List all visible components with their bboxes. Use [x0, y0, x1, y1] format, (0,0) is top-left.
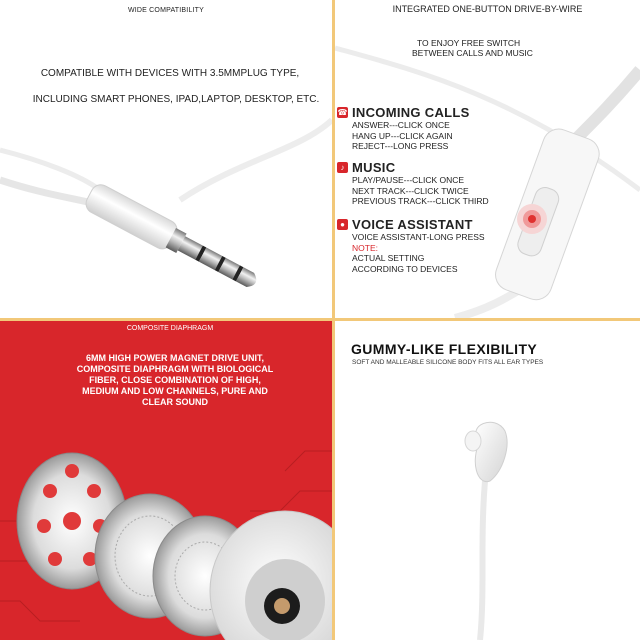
feature-line: HANG UP---CLICK AGAIN	[352, 130, 453, 141]
feature-line: PREVIOUS TRACK---CLICK THIRD	[352, 196, 489, 206]
compatibility-title: WIDE COMPATIBILITY	[127, 7, 205, 14]
flexibility-subtitle: SOFT AND MALLEABLE SILICONE BODY FITS ALL EAR TYPES	[352, 359, 544, 366]
note-line: ACTUAL SETTING	[352, 253, 425, 263]
feature-line: ANSWER---CLICK ONCE	[352, 120, 450, 130]
feature-music	[337, 160, 489, 207]
description-line: FIBER, CLOSE COMBINATION OF HIGH,	[89, 375, 261, 385]
audio-jack-image	[0, 0, 332, 318]
compatibility-line-1: COMPATIBLE WITH DEVICES WITH 3.5MMPLUG TYPE,	[40, 68, 300, 79]
flexibility-panel	[335, 321, 640, 640]
feature-incoming-calls	[337, 105, 470, 152]
driver-unit-exploded-image	[0, 321, 332, 640]
description-line: MEDIUM AND LOW CHANNELS, PURE AND	[82, 386, 268, 396]
feature-line: NEXT TRACK---CLICK TWICE	[352, 185, 469, 196]
note-line: ACCORDING TO DEVICES	[352, 263, 458, 274]
compatibility-line-2: INCLUDING SMART PHONES, IPAD,LAPTOP, DESKTOP, ETC.	[32, 94, 320, 105]
description-line: CLEAR SOUND	[141, 397, 208, 407]
feature-heading: VOICE ASSISTANT	[352, 217, 473, 232]
feature-line: PLAY/PAUSE---CLICK ONCE	[352, 175, 465, 185]
controls-title: INTEGRATED ONE-BUTTON DRIVE-BY-WIRE	[392, 4, 583, 14]
flexibility-title: GUMMY-LIKE FLEXIBILITY	[351, 341, 538, 357]
note-label: NOTE:	[352, 242, 378, 253]
controls-subtitle-2: BETWEEN CALLS AND MUSIC	[412, 48, 533, 58]
feature-voice-assistant	[337, 217, 485, 274]
diaphragm-panel	[0, 321, 332, 640]
description-line: 6MM HIGH POWER MAGNET DRIVE UNIT,	[85, 353, 264, 363]
description-line: COMPOSITE DIAPHRAGM WITH BIOLOGICAL	[76, 364, 274, 374]
microphone-icon: ●	[337, 219, 348, 230]
music-note-icon: ♪	[337, 162, 348, 173]
controls-subtitle-1: TO ENJOY FREE SWITCH	[417, 38, 521, 48]
controls-panel	[335, 0, 640, 318]
feature-line: REJECT---LONG PRESS	[352, 141, 449, 151]
feature-heading: MUSIC	[352, 160, 396, 175]
feature-line: VOICE ASSISTANT-LONG PRESS	[352, 232, 485, 242]
phone-icon: ☎	[337, 108, 348, 117]
feature-heading: INCOMING CALLS	[352, 105, 470, 120]
diaphragm-title: COMPOSITE DIAPHRAGM	[126, 325, 214, 332]
earbud-image	[335, 321, 640, 640]
compatibility-panel	[0, 0, 332, 318]
